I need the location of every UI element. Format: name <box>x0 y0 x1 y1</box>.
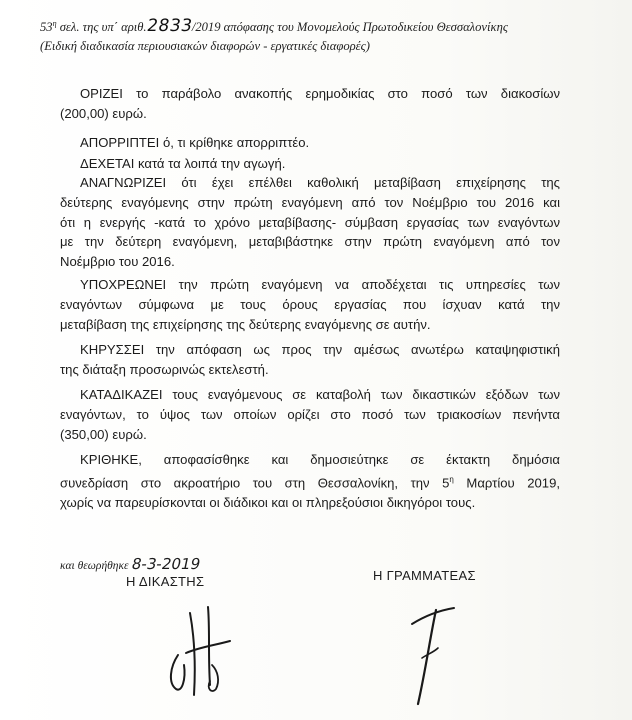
paragraph-recognizes-line-5: Νοέμβριο του 2016. <box>60 253 175 269</box>
clerk-signature <box>398 588 468 708</box>
paragraph-obliges-line-1: ΥΠΟΧΡΕΩΝΕΙ την πρώτη εναγόμενη να αποδέχεται τις υπηρεσίες των <box>80 277 560 293</box>
paragraph-recognizes-line-1: ΑΝΑΓΝΩΡΙΖΕΙ ότι έχει επέλθει καθολική μεταβίβαση επιχείρησης της <box>80 175 560 191</box>
paragraph-costs-line-1: ΚΑΤΑΔΙΚΑΖΕΙ τους εναγόμενους σε καταβολή των δικαστικών εξόδων των <box>80 387 560 403</box>
paragraph-recognizes-line-3: ότι η ενεργής -κατά το χρόνο μεταβίβασης- σύμβαση εργασίας των εναγόντων <box>60 214 560 230</box>
paragraph-costs-line-3: (350,00) ευρώ. <box>60 426 147 442</box>
ruling-text <box>60 84 560 512</box>
paragraph-judged-line-1: ΚΡΙΘΗΚΕ, αποφασίσθηκε και δημοσιεύτηκε σε έκτακτη δημόσια <box>80 452 560 468</box>
clerk-title: Η ΓΡΑΜΜΑΤΕΑΣ <box>373 568 476 583</box>
paragraph-declares-line-2: της διάταξη προσωρινώς εκτελεστή. <box>60 361 269 377</box>
paragraph-accepts: ΔΕΧΕΤΑΙ κατά τα λοιπά την αγωγή. <box>80 155 286 171</box>
paragraph-rejects: ΑΠΟΡΡΙΠΤΕΙ ό, τι κρίθηκε απορριπτέο. <box>80 135 310 151</box>
paragraph-recognizes-line-4: με την δεύτερη εναγόμενη, μεταβιβάστηκε στην πρώτη εναγόμενη από τον <box>60 234 560 250</box>
judged-line-2-date: Μαρτίου 2019, <box>453 475 560 491</box>
page-number-suffix: η <box>52 19 57 28</box>
paragraph-recognizes-line-2: δεύτερης εναγόμενης στην πρώτη εναγόμενη από τον Νοέμβριο του 2016 και <box>60 194 560 210</box>
header-prefix: σελ. της υπ΄ αριθ. <box>56 20 147 35</box>
header-court: /2019 απόφασης του Μονομελούς Πρωτοδικείου Θεσσαλονίκης <box>191 20 508 35</box>
header-line-2: (Ειδική διαδικασία περιουσιακών διαφορών - εργατικές διαφορές) <box>40 39 370 54</box>
paragraph-fee-line-1: ΟΡΙΖΕΙ το παράβολο ανακοπής ερημοδικίας στο ποσό των διακοσίων <box>80 86 560 101</box>
paragraph-declares-line-1: ΚΗΡΥΣΣΕΙ την απόφαση ως προς την αμέσως ανωτέρω καταψηφιστική <box>80 342 560 358</box>
paragraph-fee-line-2: (200,00) ευρώ. <box>60 105 147 121</box>
published-date-line <box>60 555 200 573</box>
page-number: 53 <box>40 20 53 35</box>
header-line-1 <box>40 14 620 37</box>
judge-signature <box>160 595 250 700</box>
decision-number-handwritten: 2833 <box>144 16 194 37</box>
judge-title: Η ΔΙΚΑΣΤΗΣ <box>126 574 205 589</box>
date-suffix: η <box>449 474 454 484</box>
handwritten-date: 8-3-2019 <box>129 555 202 573</box>
paragraph-judged-line-2 <box>60 470 560 493</box>
page-header <box>40 14 620 56</box>
judged-line-2-text: συνεδρίαση στο ακροατήριο του στη Θεσσαλονίκη, την 5 <box>60 475 450 491</box>
paragraph-costs-line-2: εναγόντων, το ύψος των οποίων ορίζει στο ποσό των τριακοσίων πενήντα <box>60 406 560 422</box>
paragraph-obliges-line-3: μεταβίβαση της επιχείρησης της δεύτερης εναγόμενης σε αυτήν. <box>60 316 431 332</box>
paragraph-obliges-line-2: εναγόντων σύμφωνα με τους όρους εργασίας που ίσχυαν κατά την <box>60 296 560 312</box>
paragraph-judged-line-3: χωρίς να παρευρίσκονται οι διάδικοι και οι πληρεξούσιοι δικηγόροι τους. <box>60 494 476 510</box>
published-label: και θεωρήθηκε <box>60 560 129 572</box>
